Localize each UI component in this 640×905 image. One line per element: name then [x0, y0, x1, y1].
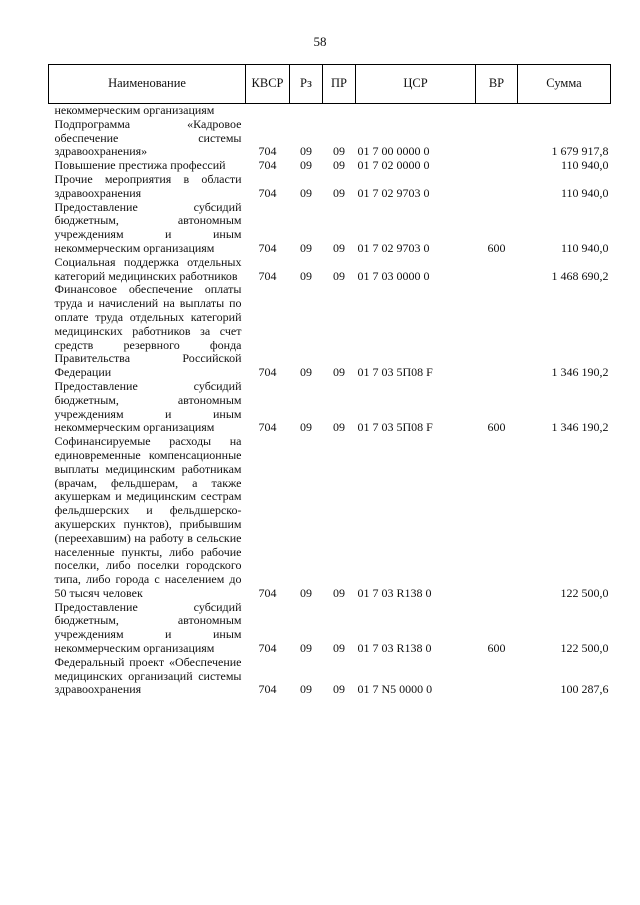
row-sum: 122 500,0 [560, 641, 609, 656]
row-rz: 09 [300, 365, 312, 380]
row-sum: 1 346 190,2 [551, 420, 609, 435]
row-rz: 09 [300, 185, 312, 200]
row-csr: 01 7 03 R138 0 [357, 585, 432, 600]
row-sum: 110 940,0 [560, 240, 609, 255]
row-sum: 110 940,0 [560, 185, 609, 200]
row-rz [290, 104, 323, 118]
row-name: Предоставление субсидий бюджетным, автономным учреждениям и иным некоммерческим организациям [54, 199, 242, 255]
row-name: Прочие мероприятия в области здравоохранения [54, 171, 242, 200]
row-kvsr: 704 [258, 420, 277, 435]
row-rz: 09 [300, 268, 312, 283]
row-vr [476, 656, 518, 697]
row-vr: 600 [487, 240, 506, 255]
row-vr [476, 256, 518, 284]
row-kvsr: 704 [258, 682, 277, 697]
row-pr [323, 104, 356, 118]
row-pr: 09 [333, 420, 345, 435]
row-pr: 09 [333, 585, 345, 600]
row-csr: 01 7 03 R138 0 [357, 641, 432, 656]
row-kvsr: 704 [258, 365, 277, 380]
row-sum: 1 468 690,2 [551, 268, 609, 283]
page-number: 58 [313, 34, 327, 49]
row-kvsr: 704 [258, 240, 277, 255]
row-name: Подпрограмма «Кадровое обеспечение системы здравоохранения» [54, 116, 242, 159]
row-csr: 01 7 N5 0000 0 [357, 682, 433, 697]
row-csr: 01 7 00 0000 0 [357, 144, 430, 159]
table-row [49, 435, 611, 601]
row-csr: 01 7 02 9703 0 [357, 185, 430, 200]
header-kvsr: КВСР [246, 65, 290, 104]
row-rz: 09 [300, 144, 312, 159]
row-pr: 09 [333, 144, 345, 159]
row-csr: 01 7 03 5П08 F [357, 420, 433, 435]
row-name: Федеральный проект «Обеспечение медицинских организаций системы здравоохранения [54, 654, 242, 697]
header-rz: Рз [290, 65, 323, 104]
row-sum: 122 500,0 [560, 585, 609, 600]
row-name: Софинансируемые расходы на единовременные компенсационные выплаты медицинским работникам (врачам, фельдшерам, а также акушеркам и медицинским сестрам фельдшерских и фельдшерско-акушерских пунктов), прибывшим (переехавшим) на работу в сельские населенные пункты, либо рабочие поселки, либо поселки городского типа, либо города с населением до 50 тысяч человек [54, 434, 242, 600]
table-row [49, 173, 611, 201]
table-row [49, 256, 611, 284]
row-pr: 09 [333, 365, 345, 380]
row-vr: 600 [487, 641, 506, 656]
row-rz: 09 [300, 420, 312, 435]
row-sum: 1 346 190,2 [551, 365, 609, 380]
row-rz: 09 [300, 585, 312, 600]
table-row [49, 601, 611, 656]
row-sum: 110 940,0 [560, 158, 609, 173]
table-row [49, 118, 611, 159]
row-csr [356, 104, 476, 118]
row-name: Повышение престижа профессий [54, 158, 226, 173]
row-pr: 09 [333, 268, 345, 283]
row-kvsr: 704 [258, 268, 277, 283]
row-csr: 01 7 02 0000 0 [357, 158, 430, 173]
row-pr: 09 [333, 682, 345, 697]
row-vr [476, 173, 518, 201]
row-sum [518, 104, 611, 118]
row-vr [476, 159, 518, 173]
row-name: Предоставление субсидий бюджетным, автономным учреждениям и иным некоммерческим организациям [54, 599, 242, 656]
row-rz: 09 [300, 682, 312, 697]
row-kvsr [246, 104, 290, 118]
header-pr: ПР [323, 65, 356, 104]
budget-table [48, 64, 611, 697]
row-rz: 09 [300, 240, 312, 255]
row-name: Предоставление субсидий бюджетным, автономным учреждениям и иным некоммерческим организациям [54, 378, 242, 435]
row-kvsr: 704 [258, 185, 277, 200]
row-csr: 01 7 02 9703 0 [357, 240, 430, 255]
table-row [49, 656, 611, 697]
row-kvsr: 704 [258, 641, 277, 656]
row-pr: 09 [333, 240, 345, 255]
row-name: некоммерческим организациям [54, 103, 215, 117]
row-kvsr: 704 [258, 585, 277, 600]
row-name: Социальная поддержка отдельных категорий медицинских работников [54, 254, 242, 283]
row-kvsr: 704 [258, 144, 277, 159]
table-row [49, 283, 611, 380]
row-vr [476, 104, 518, 118]
row-sum: 100 287,6 [560, 682, 609, 697]
row-sum: 1 679 917,8 [551, 144, 609, 159]
header-name: Наименование [49, 65, 246, 104]
header-csr: ЦСР [356, 65, 476, 104]
row-csr: 01 7 03 5П08 F [357, 365, 433, 380]
table-row [49, 159, 611, 173]
header-vr: ВР [476, 65, 518, 104]
row-name: Финансовое обеспечение оплаты труда и начислений на выплаты по оплате труда отдельных категорий медицинских работников за счет средств резервного фонда Правительства Российской Федерации [54, 282, 242, 380]
row-rz: 09 [300, 158, 312, 173]
table-row [49, 380, 611, 435]
row-pr: 09 [333, 641, 345, 656]
row-pr: 09 [333, 158, 345, 173]
row-vr [476, 283, 518, 380]
row-kvsr: 704 [258, 158, 277, 173]
row-pr: 09 [333, 185, 345, 200]
row-vr [476, 435, 518, 601]
table-header-row [49, 65, 611, 104]
row-vr: 600 [487, 420, 506, 435]
table-row [49, 104, 611, 118]
row-vr [476, 118, 518, 159]
header-sum: Сумма [518, 65, 611, 104]
row-rz: 09 [300, 641, 312, 656]
table-row [49, 201, 611, 256]
row-csr: 01 7 03 0000 0 [357, 268, 430, 283]
